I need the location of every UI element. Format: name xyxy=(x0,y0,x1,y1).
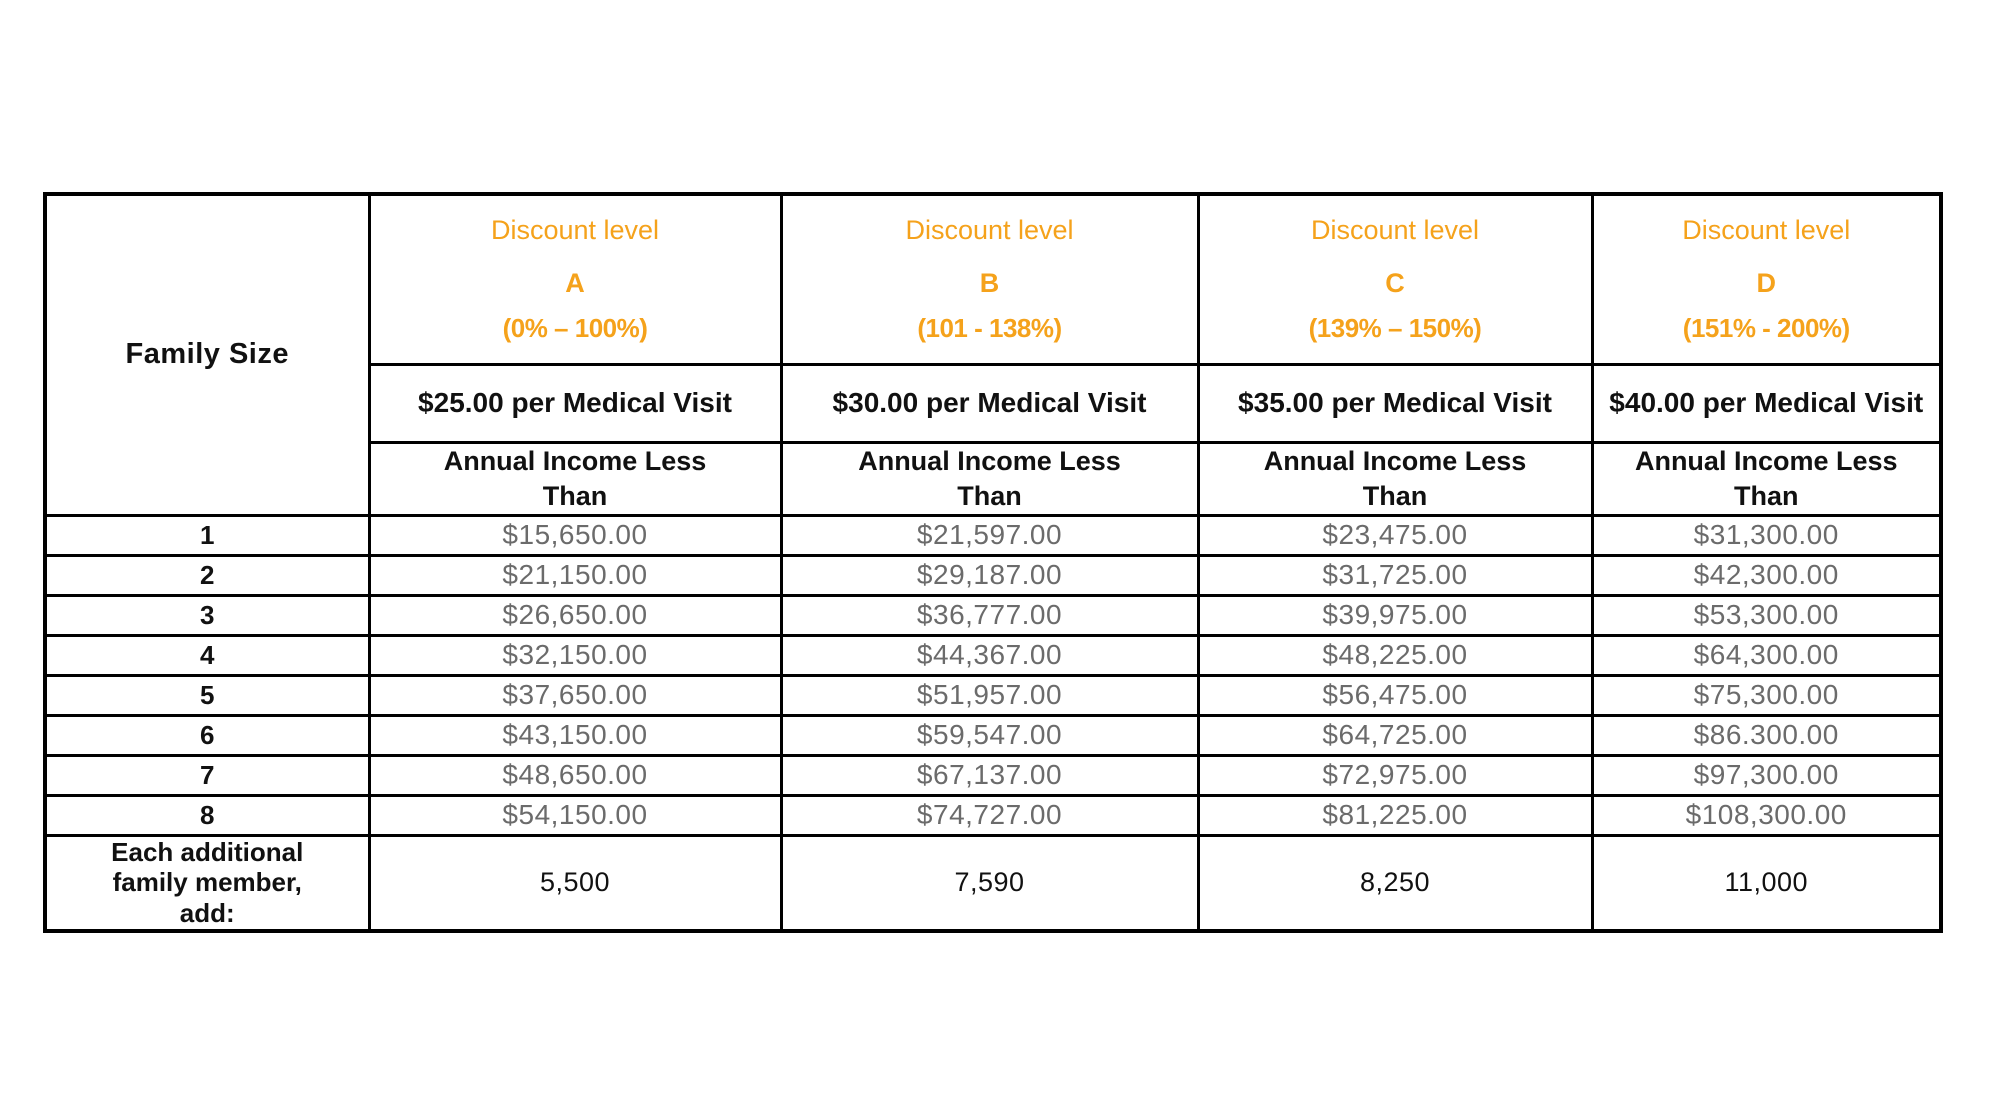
table-row-family-size-3 xyxy=(45,595,1941,635)
discount-level-label-b: Discount level xyxy=(905,214,1074,245)
additional-member-label-line1: Each additional xyxy=(111,836,304,867)
table-row-family-size-8 xyxy=(45,795,1941,835)
visit-fee-c-cell: $35.00 per Medical Visit xyxy=(1198,364,1592,442)
income-d-cell: $42,300.00 xyxy=(1592,555,1941,595)
discount-level-a-cell xyxy=(369,194,781,364)
discount-level-letter-c: C xyxy=(1385,267,1405,298)
income-d-cell: $108,300.00 xyxy=(1592,795,1941,835)
sliding-fee-table-container xyxy=(43,192,1943,933)
income-b-cell: $51,957.00 xyxy=(781,675,1198,715)
discount-level-d-cell xyxy=(1592,194,1941,364)
income-d-cell: $97,300.00 xyxy=(1592,755,1941,795)
income-c-cell: $56,475.00 xyxy=(1198,675,1592,715)
income-d-cell: $75,300.00 xyxy=(1592,675,1941,715)
discount-level-letter-d: D xyxy=(1756,267,1776,298)
additional-amount-a-cell: 5,500 xyxy=(369,835,781,931)
discount-level-label-a: Discount level xyxy=(490,214,660,245)
discount-level-label-d: Discount level xyxy=(1682,214,1851,245)
discount-level-range-c: (139% – 150%) xyxy=(1308,312,1482,343)
income-a-cell: $26,650.00 xyxy=(369,595,781,635)
family-size-value: 4 xyxy=(45,635,369,675)
income-a-cell: $21,150.00 xyxy=(369,555,781,595)
family-size-value: 3 xyxy=(45,595,369,635)
family-size-value: 1 xyxy=(45,515,369,555)
annual-income-header-d-cell xyxy=(1592,442,1941,515)
family-size-value: 5 xyxy=(45,675,369,715)
annual-income-header-a-line2: Than xyxy=(542,480,608,511)
visit-fee-a-cell: $25.00 per Medical Visit xyxy=(369,364,781,442)
family-size-value: 7 xyxy=(45,755,369,795)
income-a-cell: $15,650.00 xyxy=(369,515,781,555)
income-c-cell: $23,475.00 xyxy=(1198,515,1592,555)
annual-income-header-a-line1: Annual Income Less xyxy=(443,445,707,476)
discount-level-label-c: Discount level xyxy=(1310,214,1480,245)
income-c-cell: $31,725.00 xyxy=(1198,555,1592,595)
visit-fee-d-cell: $40.00 per Medical Visit xyxy=(1592,364,1941,442)
income-a-cell: $32,150.00 xyxy=(369,635,781,675)
annual-income-header-c-line2: Than xyxy=(1362,480,1428,511)
income-c-cell: $81,225.00 xyxy=(1198,795,1592,835)
additional-amount-c-cell: 8,250 xyxy=(1198,835,1592,931)
discount-level-range-d: (151% - 200%) xyxy=(1682,312,1850,343)
family-size-label: Family Size xyxy=(125,338,289,371)
income-a-cell: $54,150.00 xyxy=(369,795,781,835)
income-d-cell: $31,300.00 xyxy=(1592,515,1941,555)
annual-income-header-b-line1: Annual Income Less xyxy=(858,445,1121,476)
income-c-cell: $72,975.00 xyxy=(1198,755,1592,795)
annual-income-header-a-cell xyxy=(369,442,781,515)
income-a-cell: $43,150.00 xyxy=(369,715,781,755)
additional-member-label-line3: add: xyxy=(179,898,235,929)
additional-amount-d-cell: 11,000 xyxy=(1592,835,1941,931)
discount-level-letter-b: B xyxy=(979,267,1000,298)
additional-amount-b-cell: 7,590 xyxy=(781,835,1198,931)
family-size-value: 8 xyxy=(45,795,369,835)
income-c-cell: $64,725.00 xyxy=(1198,715,1592,755)
annual-income-header-b-line2: Than xyxy=(957,480,1022,511)
annual-income-header-d-line1: Annual Income Less xyxy=(1634,445,1898,476)
table-row-family-size-5 xyxy=(45,675,1941,715)
table-row-additional-member xyxy=(45,835,1941,931)
income-c-cell: $39,975.00 xyxy=(1198,595,1592,635)
income-b-cell: $29,187.00 xyxy=(781,555,1198,595)
table-row-family-size-7 xyxy=(45,755,1941,795)
income-a-cell: $48,650.00 xyxy=(369,755,781,795)
table-row-family-size-2 xyxy=(45,555,1941,595)
annual-income-header-c-line1: Annual Income Less xyxy=(1263,445,1527,476)
additional-member-label-line2: family member, xyxy=(112,867,302,898)
annual-income-header-b-cell xyxy=(781,442,1198,515)
income-b-cell: $36,777.00 xyxy=(781,595,1198,635)
discount-level-range-a: (0% – 100%) xyxy=(502,312,648,343)
income-b-cell: $59,547.00 xyxy=(781,715,1198,755)
family-size-value: 2 xyxy=(45,555,369,595)
sliding-fee-discount-table xyxy=(43,192,1943,933)
table-row-family-size-1 xyxy=(45,515,1941,555)
family-size-header-cell xyxy=(45,194,369,515)
income-b-cell: $44,367.00 xyxy=(781,635,1198,675)
family-size-value: 6 xyxy=(45,715,369,755)
income-c-cell: $48,225.00 xyxy=(1198,635,1592,675)
discount-level-letter-a: A xyxy=(565,267,585,298)
table-row-family-size-4 xyxy=(45,635,1941,675)
annual-income-header-c-cell xyxy=(1198,442,1592,515)
header-row-discount-levels xyxy=(45,194,1941,364)
income-a-cell: $37,650.00 xyxy=(369,675,781,715)
discount-level-c-cell xyxy=(1198,194,1592,364)
visit-fee-b-cell: $30.00 per Medical Visit xyxy=(781,364,1198,442)
discount-level-b-cell xyxy=(781,194,1198,364)
table-row-family-size-6 xyxy=(45,715,1941,755)
income-b-cell: $67,137.00 xyxy=(781,755,1198,795)
income-d-cell: $86.300.00 xyxy=(1592,715,1941,755)
income-d-cell: $53,300.00 xyxy=(1592,595,1941,635)
annual-income-header-d-line2: Than xyxy=(1734,480,1799,511)
income-b-cell: $21,597.00 xyxy=(781,515,1198,555)
income-b-cell: $74,727.00 xyxy=(781,795,1198,835)
additional-member-label-cell xyxy=(45,835,369,931)
discount-level-range-b: (101 - 138%) xyxy=(917,312,1062,343)
income-d-cell: $64,300.00 xyxy=(1592,635,1941,675)
